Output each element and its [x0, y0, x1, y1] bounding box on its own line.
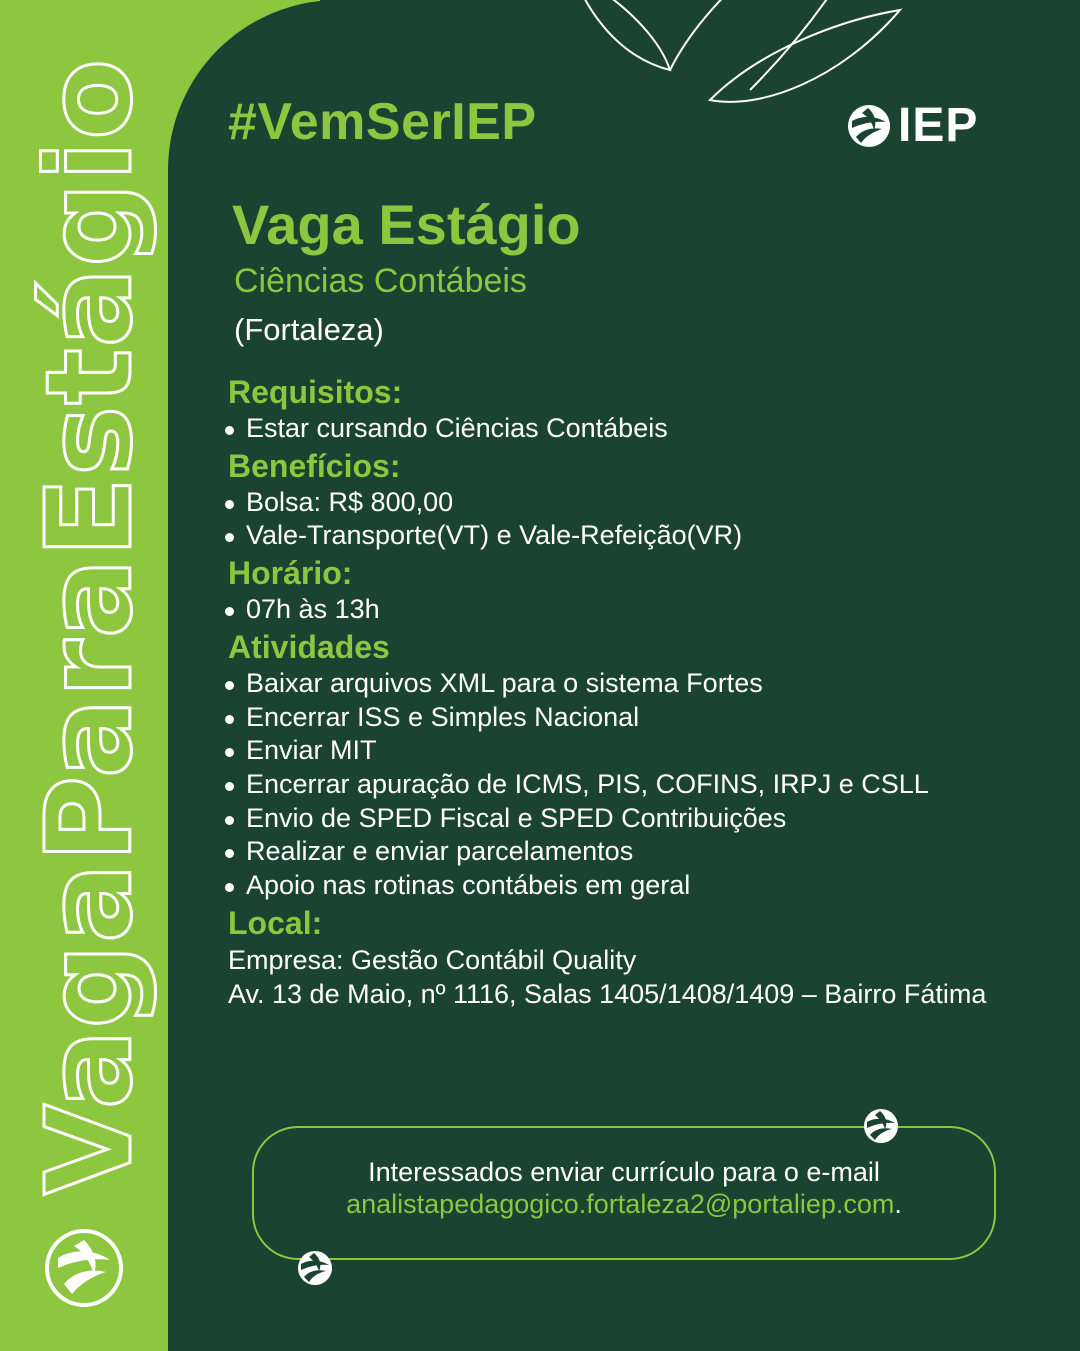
- vertical-title: VagaParaEstágio: [20, 57, 158, 1195]
- beneficios-title: Benefícios:: [228, 447, 401, 484]
- cta-period: .: [894, 1189, 902, 1219]
- requisitos-title: Requisitos:: [228, 374, 403, 410]
- list-item: Envio de SPED Fiscal e SPED Contribuições: [228, 802, 1068, 836]
- beneficios-list: [228, 486, 1068, 553]
- requisitos-list: [228, 412, 1068, 446]
- atividades-title: Atividades: [228, 628, 390, 665]
- job-details: [228, 372, 1068, 1011]
- brand-name: IEP: [898, 99, 979, 152]
- list-item: Encerrar ISS e Simples Nacional: [228, 701, 1068, 735]
- list-item: Apoio nas rotinas contábeis em geral: [228, 869, 1068, 903]
- list-item: Encerrar apuração de ICMS, PIS, COFINS, IRPJ e CSLL: [228, 768, 1068, 802]
- horario-title: Horário:: [228, 555, 353, 592]
- emblem-badge-icon: [862, 1107, 900, 1145]
- horario-list: [228, 593, 1068, 627]
- list-item: Realizar e enviar parcelamentos: [228, 835, 1068, 869]
- email-link[interactable]: analistapedagogico.fortaleza2@portaliep.com: [346, 1189, 895, 1219]
- local-address: Av. 13 de Maio, nº 1116, Salas 1405/1408/1409 – Bairro Fátima: [228, 978, 987, 1009]
- local-title: Local:: [228, 904, 323, 941]
- course-name: Ciências Contábeis: [234, 262, 527, 300]
- brand-logo: [846, 99, 979, 152]
- local-company: Empresa: Gestão Contábil Quality: [228, 944, 637, 975]
- brand-emblem-icon: [44, 1228, 124, 1308]
- iep-logo-icon: [846, 103, 892, 149]
- hashtag: #VemSerIEP: [228, 93, 537, 151]
- atividades-list: [228, 667, 1068, 903]
- cta-message: [252, 1156, 996, 1220]
- list-item: Baixar arquivos XML para o sistema Fortes: [228, 667, 1068, 701]
- cta-line: Interessados enviar currículo para o e-mail: [368, 1157, 880, 1187]
- list-item: Bolsa: R$ 800,00: [228, 486, 1068, 520]
- list-item: Enviar MIT: [228, 734, 1068, 768]
- list-item: Vale-Transporte(VT) e Vale-Refeição(VR): [228, 519, 1068, 553]
- list-item: Estar cursando Ciências Contábeis: [228, 412, 1068, 446]
- job-title: Vaga Estágio: [232, 193, 581, 256]
- job-city: (Fortaleza): [234, 312, 384, 347]
- emblem-badge-icon: [296, 1249, 334, 1287]
- list-item: 07h às 13h: [228, 593, 1068, 627]
